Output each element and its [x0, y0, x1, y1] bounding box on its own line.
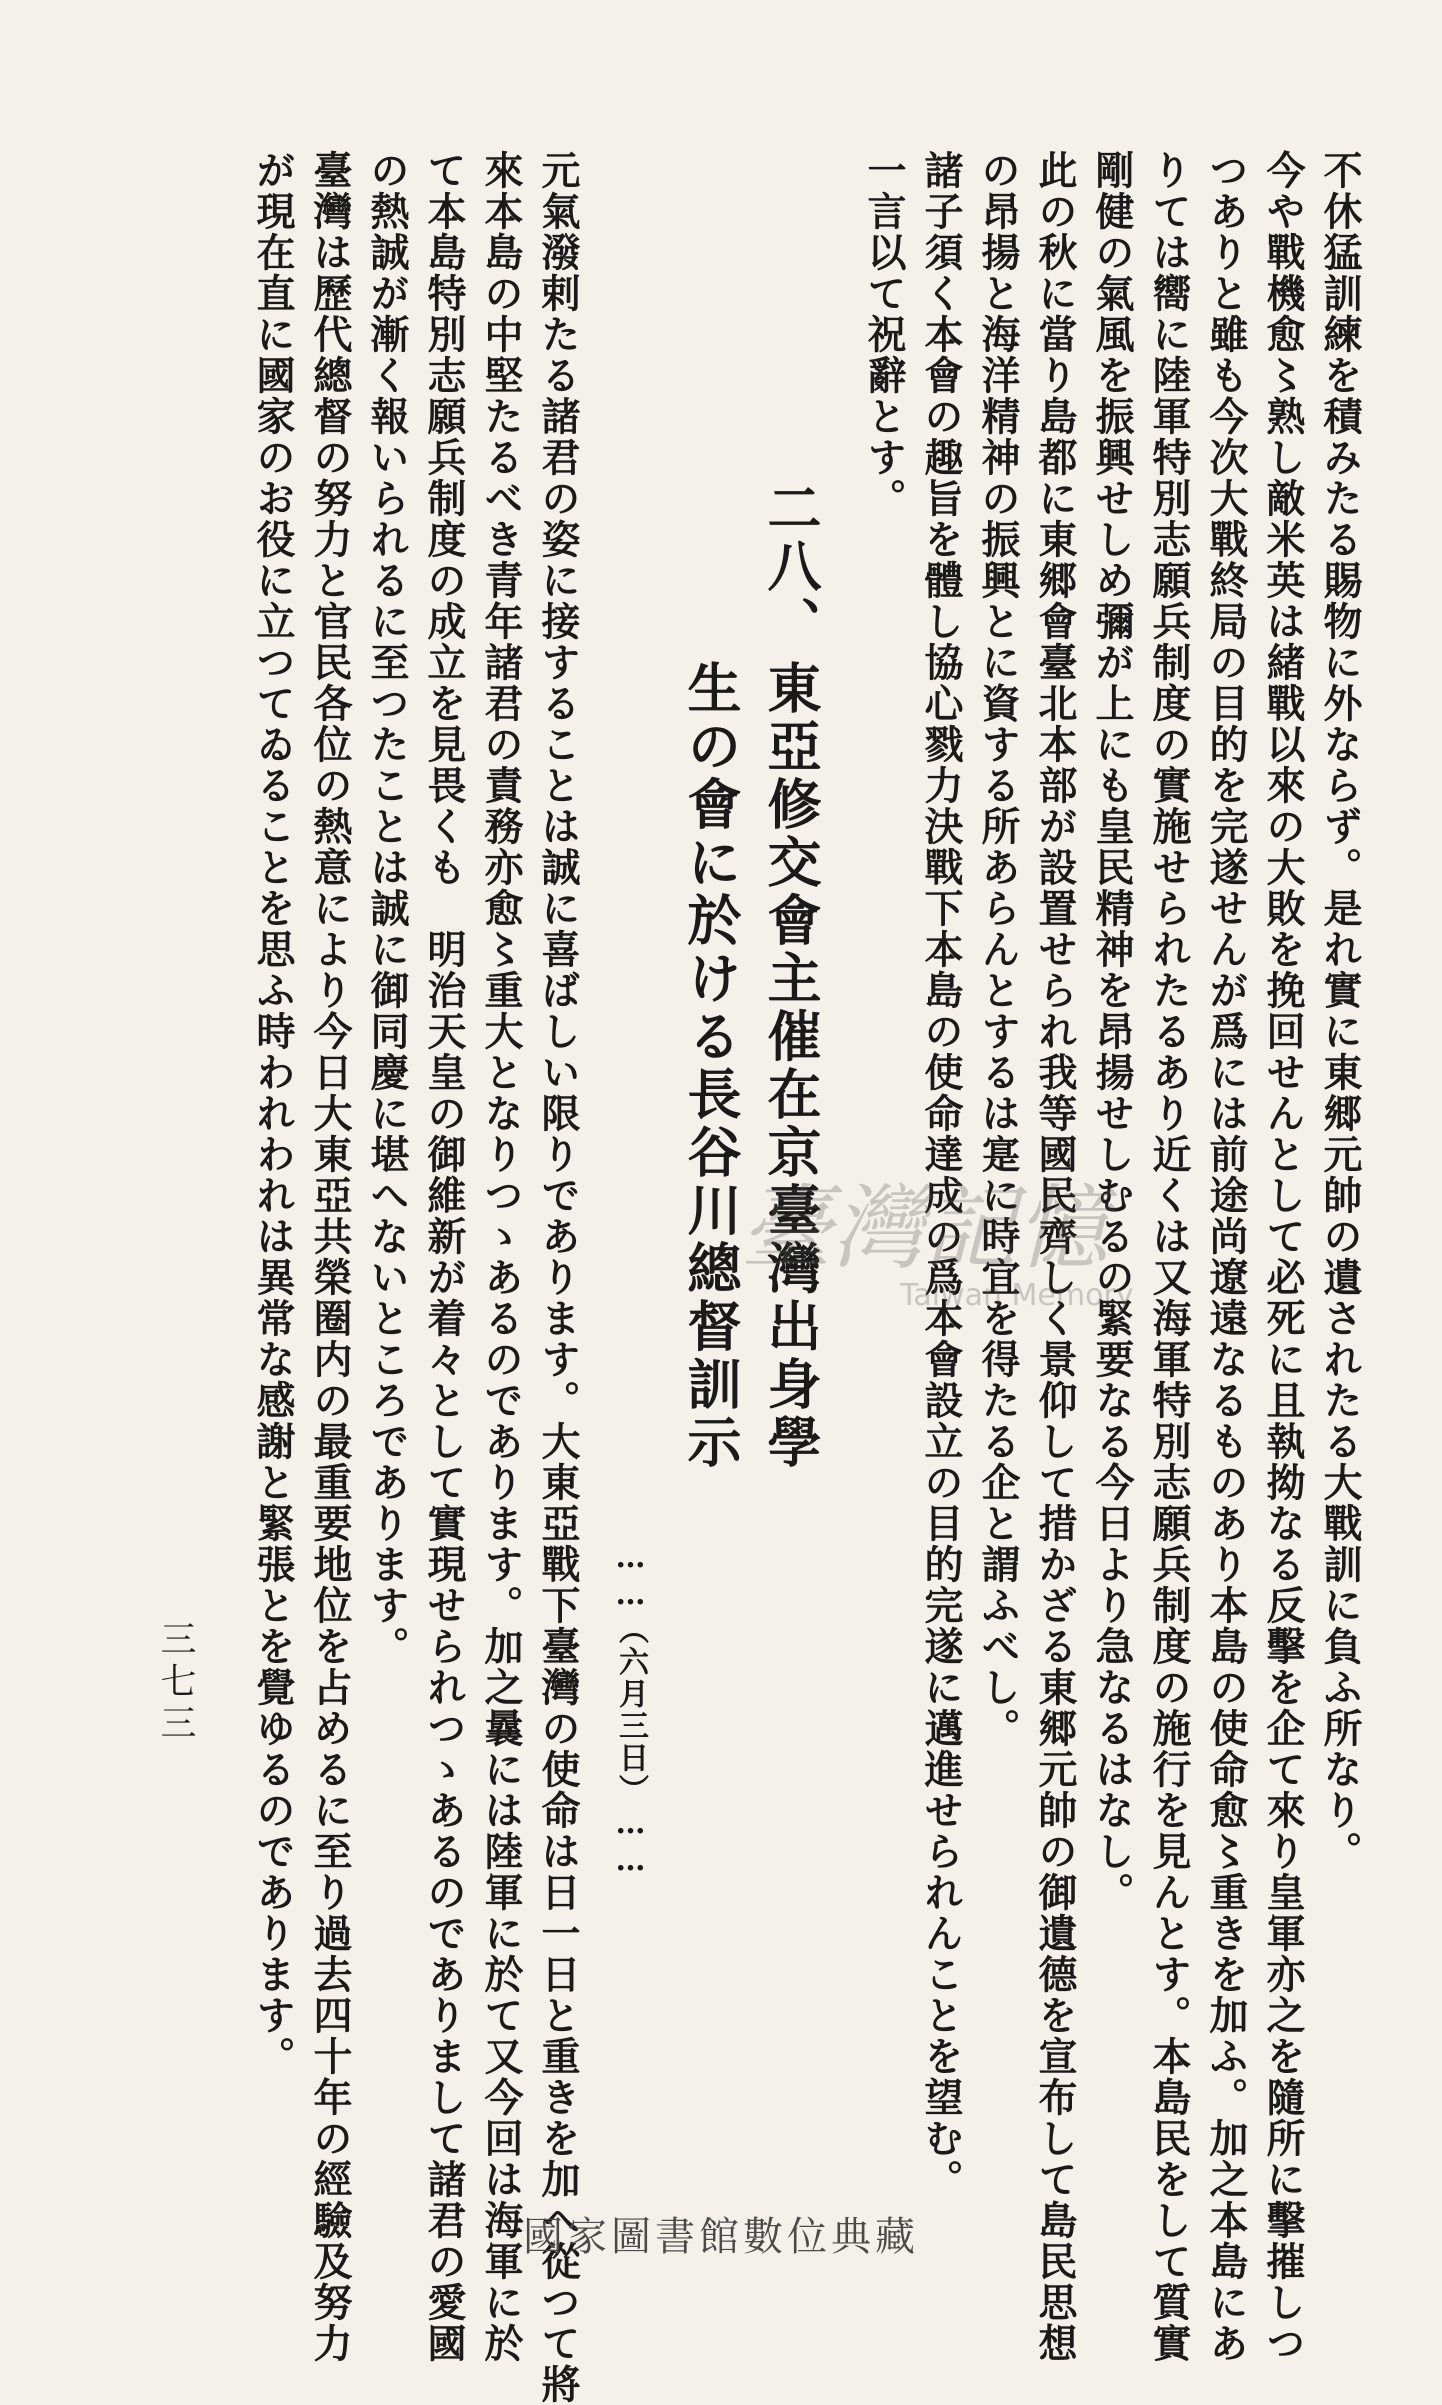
taiwan-memory-watermark: [730, 1160, 1170, 1320]
section-title-line-1: 東亞修交會主催在京臺灣出身學: [759, 660, 823, 1472]
upper-column-1: 不休猛訓練を積みたる賜物に外ならず。是れ實に東郷元帥の遺されたる大戰訓に負ふ所なり。: [1317, 150, 1363, 1872]
section-date-note: ……（六月三日）……: [613, 1540, 648, 1880]
upper-column-5: 剛健の氣風を振興せしめ彌が上にも皇民精神を昂揚せしむるの緊要なる今日より急なるはなし。: [1089, 150, 1135, 1913]
svg-text:Taiwan Memory: Taiwan Memory: [900, 1278, 1134, 1313]
lower-column-1: 元氣潑剌たる諸君の姿に接することは誠に喜ばしい限りであります。大東亞戰下臺灣の使命は日一日と重きを加へ從つて將: [535, 150, 581, 2405]
upper-column-9: 一言以て祝辭とす。: [861, 150, 907, 519]
upper-column-8: 諸子須く本會の趣旨を體し協心戮力決戰下本島の使命達成の爲本會設立の目的完遂に邁進せられんことを望む。: [918, 150, 964, 2200]
section-title-line-2: 生の會に於ける長谷川總督訓示: [679, 660, 743, 1472]
upper-column-7: の昂揚と海洋精神の振興とに資する所あらんとするは寔に時宜を得たる企と謂ふべし。: [975, 150, 1021, 1749]
page-number: 三七三: [155, 1620, 196, 1746]
upper-column-4: りては嚮に陸軍特別志願兵制度の實施せられたるあり近くは又海軍特別志願兵制度の施行を見んとす。本島民をして質實: [1146, 150, 1192, 2364]
lower-column-6: が現在直に國家のお役に立つてゐることを思ふ時われわれは異常な感謝と緊張とを覺ゆるのであります。: [250, 150, 296, 2077]
lower-column-2: 來本島の中堅たるべき青年諸君の責務亦愈〻重大となりつゝあるのであります。加之曩には陸軍に於て又今回は海軍に於: [478, 150, 524, 2364]
upper-column-6: 此の秋に當り島都に東郷會臺北本部が設置せられ我等國民齊しく景仰して措かざる東郷元帥の御遺德を宣布して島民思想: [1032, 150, 1078, 2364]
lower-column-4: の熱誠が漸く報いられるに至つたことは誠に御同慶に堪へないところであります。: [364, 150, 410, 1667]
section-number: 二八、: [759, 480, 823, 654]
lower-column-5: 臺灣は歷代總督の努力と官民各位の熱意により今日大東亞共榮圈内の最重要地位を占めるに至り過去四十年の經驗及努力: [307, 150, 353, 2364]
svg-text:臺灣記憶: 臺灣記憶: [740, 1175, 1109, 1282]
upper-column-3: つありと雖も今次大戰終局の目的を完遂せんが爲には前途尚遼遠なるものあり本島の使命愈〻重きを加ふ。加之本島にあ: [1203, 150, 1249, 2364]
footer-collection-label: 國家圖書館數位典藏: [523, 2214, 919, 2260]
upper-column-2: 今や戰機愈〻熟し敵米英は緒戰以來の大敗を挽回せんとして必死に且執拗なる反擊を企て來り皇軍亦之を隨所に擊摧しつ: [1260, 150, 1306, 2364]
lower-column-3: て本島特別志願兵制度の成立を見畏くも 明治天皇の御維新が着々として實現せられつゝあるのでありまして諸君の愛國: [421, 150, 467, 2364]
